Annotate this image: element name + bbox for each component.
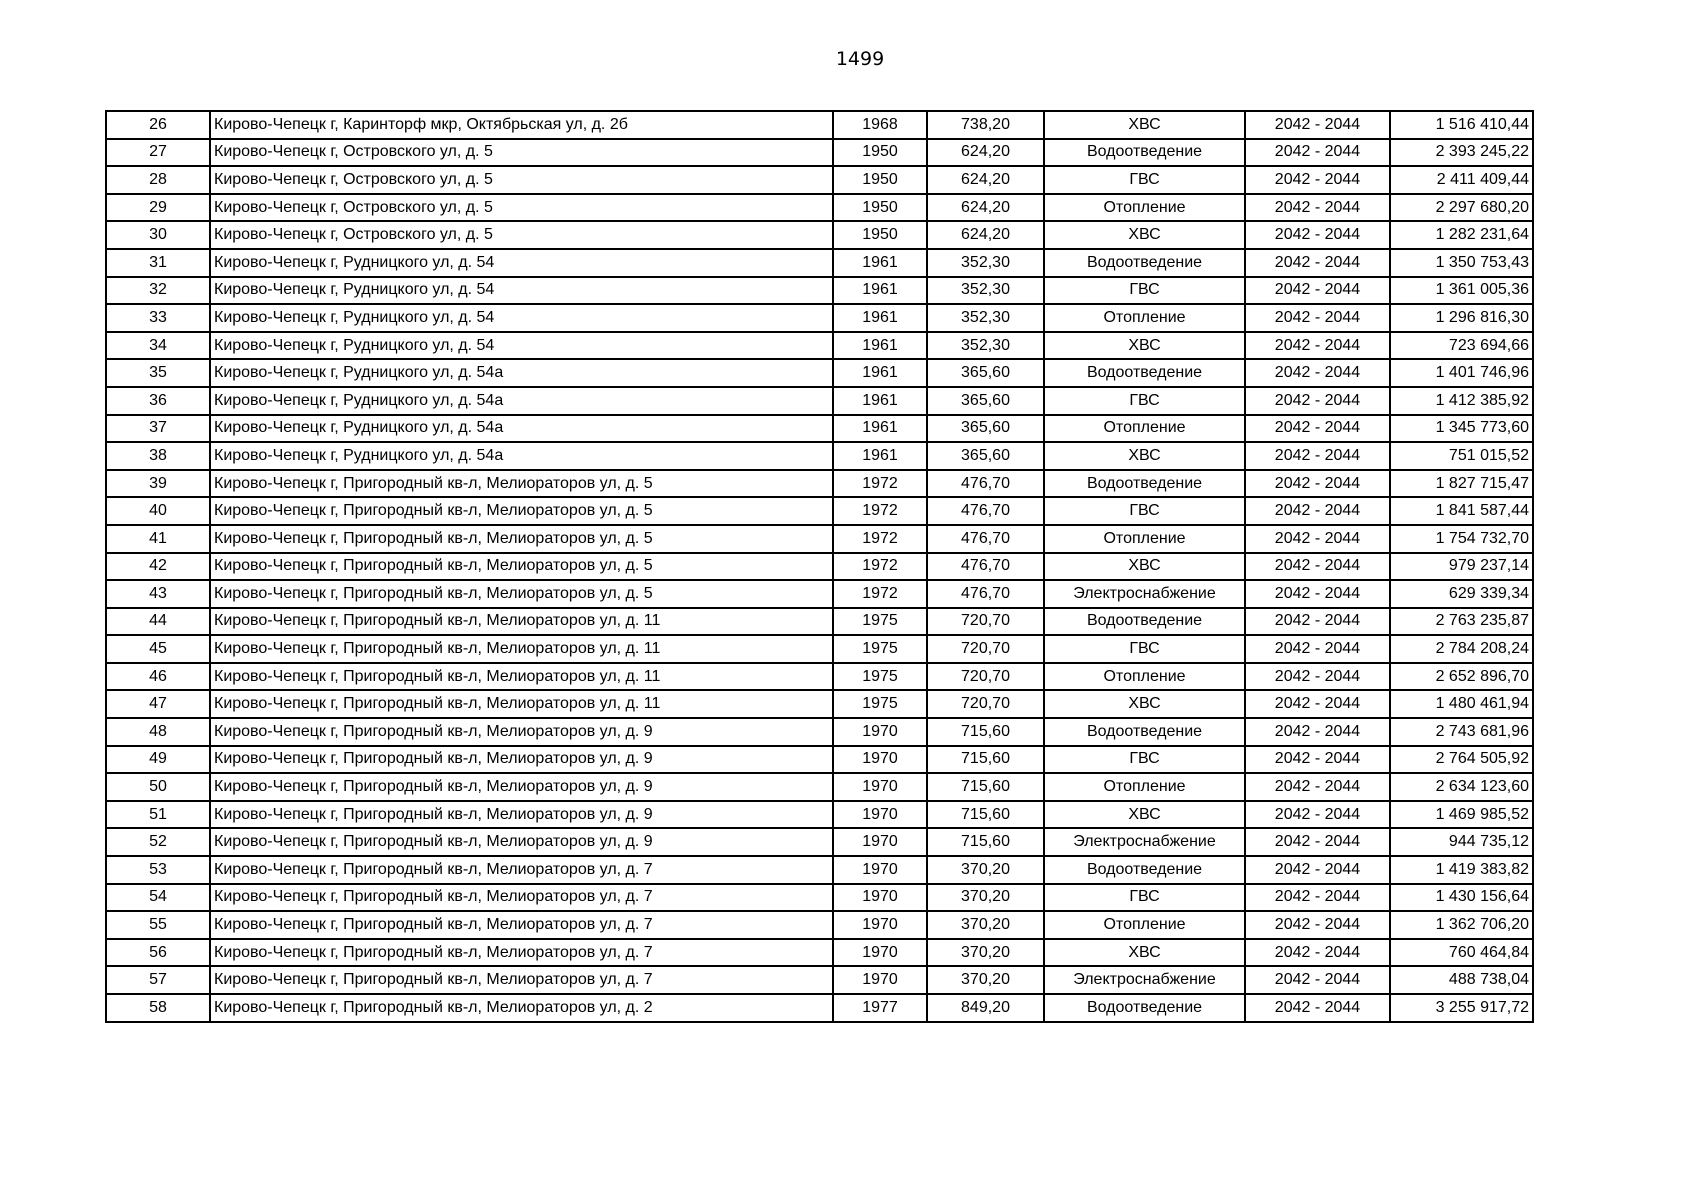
- row-number-cell: 37: [106, 415, 210, 443]
- period-cell: 2042 - 2044: [1245, 497, 1390, 525]
- address-cell: Кирово-Чепецк г, Островского ул, д. 5: [210, 166, 833, 194]
- address-cell: Кирово-Чепецк г, Островского ул, д. 5: [210, 221, 833, 249]
- cost-cell: 1 419 383,82: [1390, 856, 1533, 884]
- period-cell: 2042 - 2044: [1245, 525, 1390, 553]
- row-number-cell: 47: [106, 690, 210, 718]
- row-number-cell: 27: [106, 139, 210, 167]
- address-cell: Кирово-Чепецк г, Пригородный кв-л, Мелиораторов ул, д. 7: [210, 856, 833, 884]
- build-year-cell: 1970: [833, 828, 927, 856]
- work-type-cell: ХВС: [1044, 553, 1245, 581]
- row-number-cell: 58: [106, 994, 210, 1022]
- row-number-cell: 48: [106, 718, 210, 746]
- build-year-cell: 1961: [833, 387, 927, 415]
- table-row: [106, 525, 1533, 553]
- work-type-cell: ГВС: [1044, 387, 1245, 415]
- period-cell: 2042 - 2044: [1245, 139, 1390, 167]
- row-number-cell: 46: [106, 663, 210, 691]
- area-cell: 715,60: [927, 773, 1044, 801]
- cost-cell: 1 469 985,52: [1390, 801, 1533, 829]
- row-number-cell: 49: [106, 746, 210, 774]
- work-type-cell: ГВС: [1044, 277, 1245, 305]
- address-cell: Кирово-Чепецк г, Рудницкого ул, д. 54: [210, 249, 833, 277]
- row-number-cell: 51: [106, 801, 210, 829]
- address-cell: Кирово-Чепецк г, Рудницкого ул, д. 54: [210, 332, 833, 360]
- period-cell: 2042 - 2044: [1245, 304, 1390, 332]
- build-year-cell: 1961: [833, 415, 927, 443]
- cost-cell: 2 764 505,92: [1390, 746, 1533, 774]
- cost-cell: 944 735,12: [1390, 828, 1533, 856]
- build-year-cell: 1977: [833, 994, 927, 1022]
- table-row: [106, 415, 1533, 443]
- period-cell: 2042 - 2044: [1245, 828, 1390, 856]
- period-cell: 2042 - 2044: [1245, 415, 1390, 443]
- work-type-cell: Отопление: [1044, 415, 1245, 443]
- work-type-cell: Отопление: [1044, 194, 1245, 222]
- area-cell: 738,20: [927, 111, 1044, 139]
- address-cell: Кирово-Чепецк г, Пригородный кв-л, Мелиораторов ул, д. 7: [210, 911, 833, 939]
- area-cell: 352,30: [927, 304, 1044, 332]
- area-cell: 715,60: [927, 746, 1044, 774]
- address-cell: Кирово-Чепецк г, Пригородный кв-л, Мелиораторов ул, д. 11: [210, 608, 833, 636]
- cost-cell: 1 350 753,43: [1390, 249, 1533, 277]
- cost-cell: 2 297 680,20: [1390, 194, 1533, 222]
- address-cell: Кирово-Чепецк г, Пригородный кв-л, Мелиораторов ул, д. 11: [210, 663, 833, 691]
- address-cell: Кирово-Чепецк г, Пригородный кв-л, Мелиораторов ул, д. 11: [210, 690, 833, 718]
- row-number-cell: 56: [106, 939, 210, 967]
- cost-cell: 1 430 156,64: [1390, 884, 1533, 912]
- cost-cell: 3 255 917,72: [1390, 994, 1533, 1022]
- work-type-cell: ХВС: [1044, 111, 1245, 139]
- area-cell: 715,60: [927, 801, 1044, 829]
- row-number-cell: 41: [106, 525, 210, 553]
- area-cell: 365,60: [927, 359, 1044, 387]
- work-type-cell: Отопление: [1044, 525, 1245, 553]
- build-year-cell: 1968: [833, 111, 927, 139]
- table-row: [106, 470, 1533, 498]
- area-cell: 715,60: [927, 718, 1044, 746]
- build-year-cell: 1961: [833, 304, 927, 332]
- work-type-cell: Отопление: [1044, 911, 1245, 939]
- cost-cell: 1 282 231,64: [1390, 221, 1533, 249]
- work-type-cell: ХВС: [1044, 801, 1245, 829]
- row-number-cell: 33: [106, 304, 210, 332]
- cost-cell: 751 015,52: [1390, 442, 1533, 470]
- work-type-cell: Электроснабжение: [1044, 966, 1245, 994]
- build-year-cell: 1961: [833, 332, 927, 360]
- period-cell: 2042 - 2044: [1245, 470, 1390, 498]
- period-cell: 2042 - 2044: [1245, 911, 1390, 939]
- address-cell: Кирово-Чепецк г, Рудницкого ул, д. 54а: [210, 359, 833, 387]
- address-cell: Кирово-Чепецк г, Пригородный кв-л, Мелиораторов ул, д. 5: [210, 580, 833, 608]
- build-year-cell: 1975: [833, 663, 927, 691]
- area-cell: 370,20: [927, 939, 1044, 967]
- row-number-cell: 40: [106, 497, 210, 525]
- build-year-cell: 1970: [833, 856, 927, 884]
- build-year-cell: 1970: [833, 939, 927, 967]
- build-year-cell: 1961: [833, 442, 927, 470]
- cost-cell: 979 237,14: [1390, 553, 1533, 581]
- table-row: [106, 304, 1533, 332]
- area-cell: 365,60: [927, 387, 1044, 415]
- address-cell: Кирово-Чепецк г, Рудницкого ул, д. 54а: [210, 387, 833, 415]
- table-row: [106, 139, 1533, 167]
- address-cell: Кирово-Чепецк г, Пригородный кв-л, Мелиораторов ул, д. 9: [210, 746, 833, 774]
- cost-cell: 2 411 409,44: [1390, 166, 1533, 194]
- area-cell: 370,20: [927, 884, 1044, 912]
- build-year-cell: 1970: [833, 884, 927, 912]
- table-row: [106, 442, 1533, 470]
- build-year-cell: 1961: [833, 359, 927, 387]
- cost-cell: 1 754 732,70: [1390, 525, 1533, 553]
- registry-table-body: [106, 111, 1533, 1022]
- table-row: [106, 608, 1533, 636]
- table-row: [106, 828, 1533, 856]
- period-cell: 2042 - 2044: [1245, 966, 1390, 994]
- build-year-cell: 1972: [833, 580, 927, 608]
- area-cell: 476,70: [927, 553, 1044, 581]
- work-type-cell: ГВС: [1044, 497, 1245, 525]
- cost-cell: 2 634 123,60: [1390, 773, 1533, 801]
- area-cell: 476,70: [927, 580, 1044, 608]
- period-cell: 2042 - 2044: [1245, 249, 1390, 277]
- address-cell: Кирово-Чепецк г, Пригородный кв-л, Мелиораторов ул, д. 5: [210, 553, 833, 581]
- period-cell: 2042 - 2044: [1245, 194, 1390, 222]
- table-row: [106, 966, 1533, 994]
- cost-cell: 1 401 746,96: [1390, 359, 1533, 387]
- table-row: [106, 221, 1533, 249]
- table-row: [106, 111, 1533, 139]
- area-cell: 849,20: [927, 994, 1044, 1022]
- row-number-cell: 32: [106, 277, 210, 305]
- work-type-cell: Водоотведение: [1044, 856, 1245, 884]
- period-cell: 2042 - 2044: [1245, 856, 1390, 884]
- work-type-cell: Электроснабжение: [1044, 828, 1245, 856]
- address-cell: Кирово-Чепецк г, Островского ул, д. 5: [210, 139, 833, 167]
- period-cell: 2042 - 2044: [1245, 884, 1390, 912]
- address-cell: Кирово-Чепецк г, Пригородный кв-л, Мелиораторов ул, д. 11: [210, 635, 833, 663]
- cost-cell: 1 841 587,44: [1390, 497, 1533, 525]
- build-year-cell: 1970: [833, 718, 927, 746]
- table-row: [106, 635, 1533, 663]
- row-number-cell: 57: [106, 966, 210, 994]
- table-row: [106, 249, 1533, 277]
- address-cell: Кирово-Чепецк г, Пригородный кв-л, Мелиораторов ул, д. 5: [210, 525, 833, 553]
- address-cell: Кирово-Чепецк г, Пригородный кв-л, Мелиораторов ул, д. 9: [210, 718, 833, 746]
- row-number-cell: 43: [106, 580, 210, 608]
- row-number-cell: 36: [106, 387, 210, 415]
- build-year-cell: 1961: [833, 249, 927, 277]
- area-cell: 352,30: [927, 332, 1044, 360]
- table-row: [106, 690, 1533, 718]
- row-number-cell: 50: [106, 773, 210, 801]
- area-cell: 720,70: [927, 608, 1044, 636]
- address-cell: Кирово-Чепецк г, Рудницкого ул, д. 54а: [210, 442, 833, 470]
- work-type-cell: Водоотведение: [1044, 608, 1245, 636]
- period-cell: 2042 - 2044: [1245, 553, 1390, 581]
- row-number-cell: 29: [106, 194, 210, 222]
- registry-table: [105, 110, 1534, 1023]
- page-number: 1499: [835, 48, 885, 70]
- period-cell: 2042 - 2044: [1245, 221, 1390, 249]
- row-number-cell: 28: [106, 166, 210, 194]
- period-cell: 2042 - 2044: [1245, 773, 1390, 801]
- cost-cell: 1 827 715,47: [1390, 470, 1533, 498]
- work-type-cell: Водоотведение: [1044, 249, 1245, 277]
- area-cell: 720,70: [927, 635, 1044, 663]
- cost-cell: 2 743 681,96: [1390, 718, 1533, 746]
- build-year-cell: 1972: [833, 470, 927, 498]
- period-cell: 2042 - 2044: [1245, 111, 1390, 139]
- cost-cell: 1 362 706,20: [1390, 911, 1533, 939]
- period-cell: 2042 - 2044: [1245, 277, 1390, 305]
- work-type-cell: ХВС: [1044, 221, 1245, 249]
- table-row: [106, 387, 1533, 415]
- area-cell: 370,20: [927, 856, 1044, 884]
- table-row: [106, 580, 1533, 608]
- row-number-cell: 31: [106, 249, 210, 277]
- area-cell: 715,60: [927, 828, 1044, 856]
- period-cell: 2042 - 2044: [1245, 387, 1390, 415]
- area-cell: 365,60: [927, 442, 1044, 470]
- table-row: [106, 166, 1533, 194]
- build-year-cell: 1950: [833, 166, 927, 194]
- address-cell: Кирово-Чепецк г, Островского ул, д. 5: [210, 194, 833, 222]
- work-type-cell: Отопление: [1044, 663, 1245, 691]
- period-cell: 2042 - 2044: [1245, 939, 1390, 967]
- area-cell: 476,70: [927, 470, 1044, 498]
- address-cell: Кирово-Чепецк г, Пригородный кв-л, Мелиораторов ул, д. 2: [210, 994, 833, 1022]
- address-cell: Кирово-Чепецк г, Пригородный кв-л, Мелиораторов ул, д. 9: [210, 801, 833, 829]
- row-number-cell: 38: [106, 442, 210, 470]
- row-number-cell: 26: [106, 111, 210, 139]
- cost-cell: 1 412 385,92: [1390, 387, 1533, 415]
- build-year-cell: 1972: [833, 525, 927, 553]
- row-number-cell: 44: [106, 608, 210, 636]
- period-cell: 2042 - 2044: [1245, 166, 1390, 194]
- build-year-cell: 1950: [833, 221, 927, 249]
- cost-cell: 629 339,34: [1390, 580, 1533, 608]
- cost-cell: 1 516 410,44: [1390, 111, 1533, 139]
- build-year-cell: 1975: [833, 635, 927, 663]
- build-year-cell: 1970: [833, 966, 927, 994]
- address-cell: Кирово-Чепецк г, Рудницкого ул, д. 54а: [210, 415, 833, 443]
- address-cell: Кирово-Чепецк г, Пригородный кв-л, Мелиораторов ул, д. 9: [210, 773, 833, 801]
- cost-cell: 1 296 816,30: [1390, 304, 1533, 332]
- row-number-cell: 34: [106, 332, 210, 360]
- row-number-cell: 35: [106, 359, 210, 387]
- table-row: [106, 277, 1533, 305]
- period-cell: 2042 - 2044: [1245, 580, 1390, 608]
- build-year-cell: 1972: [833, 553, 927, 581]
- address-cell: Кирово-Чепецк г, Пригородный кв-л, Мелиораторов ул, д. 9: [210, 828, 833, 856]
- work-type-cell: ХВС: [1044, 690, 1245, 718]
- table-row: [106, 359, 1533, 387]
- period-cell: 2042 - 2044: [1245, 718, 1390, 746]
- row-number-cell: 55: [106, 911, 210, 939]
- period-cell: 2042 - 2044: [1245, 663, 1390, 691]
- cost-cell: 488 738,04: [1390, 966, 1533, 994]
- period-cell: 2042 - 2044: [1245, 746, 1390, 774]
- period-cell: 2042 - 2044: [1245, 359, 1390, 387]
- area-cell: 624,20: [927, 221, 1044, 249]
- table-row: [106, 718, 1533, 746]
- address-cell: Кирово-Чепецк г, Рудницкого ул, д. 54: [210, 277, 833, 305]
- area-cell: 720,70: [927, 663, 1044, 691]
- address-cell: Кирово-Чепецк г, Пригородный кв-л, Мелиораторов ул, д. 5: [210, 497, 833, 525]
- build-year-cell: 1950: [833, 194, 927, 222]
- table-row: [106, 553, 1533, 581]
- build-year-cell: 1970: [833, 801, 927, 829]
- work-type-cell: Электроснабжение: [1044, 580, 1245, 608]
- row-number-cell: 42: [106, 553, 210, 581]
- area-cell: 476,70: [927, 497, 1044, 525]
- area-cell: 624,20: [927, 194, 1044, 222]
- area-cell: 624,20: [927, 166, 1044, 194]
- area-cell: 720,70: [927, 690, 1044, 718]
- area-cell: 352,30: [927, 277, 1044, 305]
- area-cell: 352,30: [927, 249, 1044, 277]
- table-row: [106, 194, 1533, 222]
- row-number-cell: 39: [106, 470, 210, 498]
- area-cell: 370,20: [927, 911, 1044, 939]
- work-type-cell: Отопление: [1044, 304, 1245, 332]
- table-row: [106, 856, 1533, 884]
- table-row: [106, 746, 1533, 774]
- address-cell: Кирово-Чепецк г, Рудницкого ул, д. 54: [210, 304, 833, 332]
- address-cell: Кирово-Чепецк г, Каринторф мкр, Октябрьская ул, д. 2б: [210, 111, 833, 139]
- build-year-cell: 1972: [833, 497, 927, 525]
- row-number-cell: 52: [106, 828, 210, 856]
- row-number-cell: 30: [106, 221, 210, 249]
- table-row: [106, 884, 1533, 912]
- cost-cell: 2 393 245,22: [1390, 139, 1533, 167]
- table-row: [106, 497, 1533, 525]
- work-type-cell: ХВС: [1044, 332, 1245, 360]
- row-number-cell: 54: [106, 884, 210, 912]
- work-type-cell: Водоотведение: [1044, 994, 1245, 1022]
- cost-cell: 2 652 896,70: [1390, 663, 1533, 691]
- work-type-cell: Отопление: [1044, 773, 1245, 801]
- period-cell: 2042 - 2044: [1245, 635, 1390, 663]
- work-type-cell: ГВС: [1044, 884, 1245, 912]
- table-row: [106, 332, 1533, 360]
- build-year-cell: 1975: [833, 690, 927, 718]
- work-type-cell: Водоотведение: [1044, 359, 1245, 387]
- address-cell: Кирово-Чепецк г, Пригородный кв-л, Мелиораторов ул, д. 7: [210, 939, 833, 967]
- work-type-cell: Водоотведение: [1044, 139, 1245, 167]
- work-type-cell: ГВС: [1044, 166, 1245, 194]
- table-row: [106, 911, 1533, 939]
- area-cell: 476,70: [927, 525, 1044, 553]
- table-row: [106, 801, 1533, 829]
- work-type-cell: Водоотведение: [1044, 470, 1245, 498]
- address-cell: Кирово-Чепецк г, Пригородный кв-л, Мелиораторов ул, д. 7: [210, 884, 833, 912]
- period-cell: 2042 - 2044: [1245, 690, 1390, 718]
- build-year-cell: 1961: [833, 277, 927, 305]
- cost-cell: 1 361 005,36: [1390, 277, 1533, 305]
- table-row: [106, 663, 1533, 691]
- period-cell: 2042 - 2044: [1245, 994, 1390, 1022]
- cost-cell: 1 480 461,94: [1390, 690, 1533, 718]
- row-number-cell: 45: [106, 635, 210, 663]
- area-cell: 624,20: [927, 139, 1044, 167]
- cost-cell: 760 464,84: [1390, 939, 1533, 967]
- work-type-cell: Водоотведение: [1044, 718, 1245, 746]
- cost-cell: 723 694,66: [1390, 332, 1533, 360]
- cost-cell: 2 784 208,24: [1390, 635, 1533, 663]
- address-cell: Кирово-Чепецк г, Пригородный кв-л, Мелиораторов ул, д. 5: [210, 470, 833, 498]
- cost-cell: 1 345 773,60: [1390, 415, 1533, 443]
- area-cell: 370,20: [927, 966, 1044, 994]
- row-number-cell: 53: [106, 856, 210, 884]
- build-year-cell: 1975: [833, 608, 927, 636]
- build-year-cell: 1970: [833, 911, 927, 939]
- build-year-cell: 1950: [833, 139, 927, 167]
- work-type-cell: ХВС: [1044, 939, 1245, 967]
- period-cell: 2042 - 2044: [1245, 608, 1390, 636]
- area-cell: 365,60: [927, 415, 1044, 443]
- table-row: [106, 994, 1533, 1022]
- period-cell: 2042 - 2044: [1245, 442, 1390, 470]
- work-type-cell: ХВС: [1044, 442, 1245, 470]
- period-cell: 2042 - 2044: [1245, 332, 1390, 360]
- address-cell: Кирово-Чепецк г, Пригородный кв-л, Мелиораторов ул, д. 7: [210, 966, 833, 994]
- work-type-cell: ГВС: [1044, 635, 1245, 663]
- build-year-cell: 1970: [833, 773, 927, 801]
- table-row: [106, 773, 1533, 801]
- work-type-cell: ГВС: [1044, 746, 1245, 774]
- cost-cell: 2 763 235,87: [1390, 608, 1533, 636]
- build-year-cell: 1970: [833, 746, 927, 774]
- period-cell: 2042 - 2044: [1245, 801, 1390, 829]
- table-row: [106, 939, 1533, 967]
